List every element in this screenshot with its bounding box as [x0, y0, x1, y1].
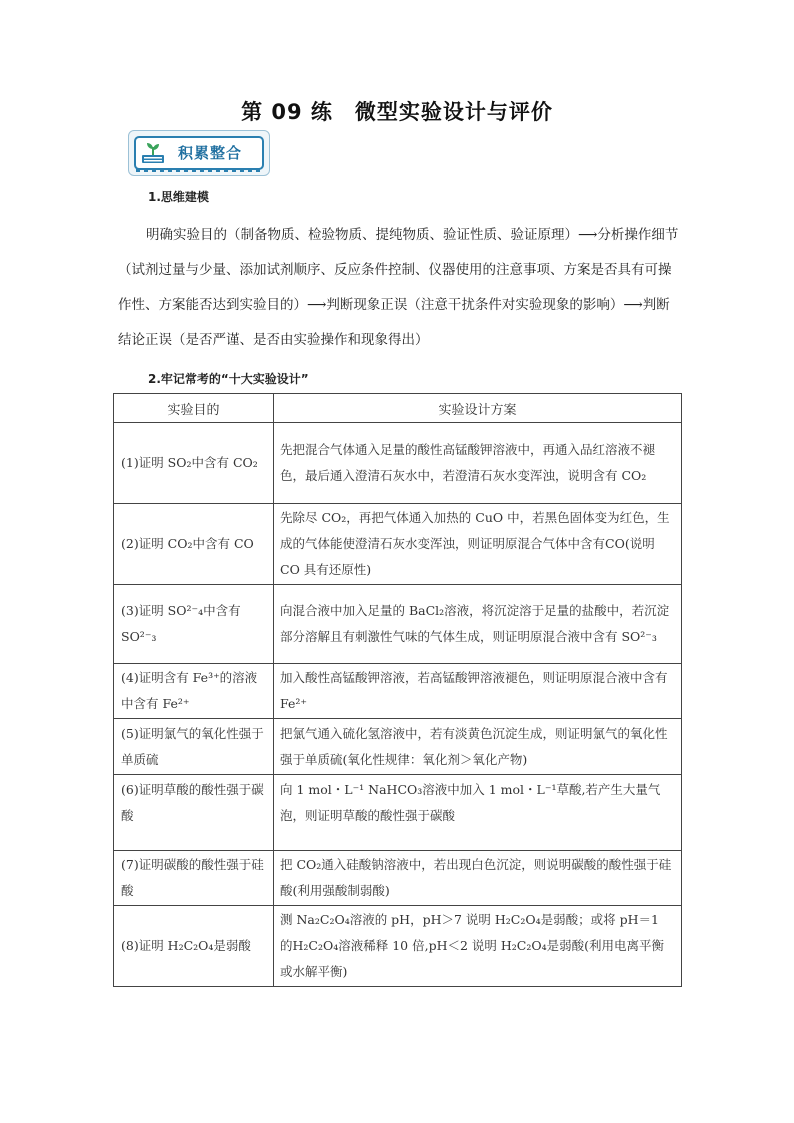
header-purpose: 实验目的: [114, 394, 274, 423]
page-title: 第 09 练 微型实验设计与评价: [241, 100, 553, 124]
cell-purpose: (6)证明草酸的酸性强于碳酸: [114, 775, 274, 851]
cell-plan: 加入酸性高锰酸钾溶液，若高锰酸钾溶液褪色，则证明原混合液中含有 Fe²⁺: [274, 664, 682, 719]
cell-plan: 测 Na₂C₂O₄溶液的 pH，pH＞7 说明 H₂C₂O₄是弱酸；或将 pH＝1 的H₂C₂O₄溶液稀释 10 倍,pH＜2 说明 H₂C₂O₄是弱酸(利用电离平衡或水解平衡): [274, 906, 682, 987]
cell-purpose: (8)证明 H₂C₂O₄是弱酸: [114, 906, 274, 987]
cell-purpose: (7)证明碳酸的酸性强于硅酸: [114, 851, 274, 906]
table-row: [114, 719, 682, 775]
cell-plan: 先除尽 CO₂，再把气体通入加热的 CuO 中，若黑色固体变为红色，生成的气体能使澄清石灰水变浑浊，则证明原混合气体中含有CO(说明 CO 具有还原性): [274, 504, 682, 585]
cell-plan: 把 CO₂通入硅酸钠溶液中，若出现白色沉淀，则说明碳酸的酸性强于硅酸(利用强酸制弱酸): [274, 851, 682, 906]
badge-label: 积累整合: [178, 144, 243, 162]
table-row: [114, 504, 682, 585]
cell-plan: 先把混合气体通入足量的酸性高锰酸钾溶液中，再通入品红溶液不褪色，最后通入澄清石灰水中，若澄清石灰水变浑浊，说明含有 CO₂: [274, 423, 682, 504]
section2-heading: 2.牢记常考的“十大实验设计”: [148, 372, 309, 386]
cell-plan: 把氯气通入硫化氢溶液中，若有淡黄色沉淀生成，则证明氯气的氧化性强于单质硫(氧化性规律：氧化剂＞氧化产物): [274, 719, 682, 775]
table-row: [114, 664, 682, 719]
section1-heading: 1.思维建模: [148, 190, 209, 204]
book-plant-icon: [140, 140, 166, 166]
table-row: [114, 906, 682, 987]
cell-purpose: (1)证明 SO₂中含有 CO₂: [114, 423, 274, 504]
experiment-design-table: [113, 393, 682, 987]
cell-purpose: (5)证明氯气的氧化性强于单质硫: [114, 719, 274, 775]
cell-plan: 向混合液中加入足量的 BaCl₂溶液，将沉淀溶于足量的盐酸中，若沉淀部分溶解且有刺激性气味的气体生成，则证明原混合液中含有 SO²⁻₃: [274, 585, 682, 664]
section1-paragraph: 明确实验目的（制备物质、检验物质、提纯物质、验证性质、验证原理）⟶分析操作细节（试剂过量与少量、添加试剂顺序、反应条件控制、仪器使用的注意事项、方案是否具有可操作性、方案能否达到实验目的）⟶判断现象正误（注意干扰条件对实验现象的影响）⟶判断结论正误（是否严谨、是否由实验操作和现象得出）: [118, 227, 679, 348]
cell-plan: 向 1 mol・L⁻¹ NaHCO₃溶液中加入 1 mol・L⁻¹草酸,若产生大量气泡，则证明草酸的酸性强于碳酸: [274, 775, 682, 851]
cell-purpose: (2)证明 CO₂中含有 CO: [114, 504, 274, 585]
table-header-row: [114, 394, 682, 423]
table-row: [114, 851, 682, 906]
table-row: [114, 585, 682, 664]
badge-stripe: [136, 168, 260, 172]
table-row: [114, 423, 682, 504]
cell-purpose: (4)证明含有 Fe³⁺的溶液中含有 Fe²⁺: [114, 664, 274, 719]
table-row: [114, 775, 682, 851]
header-plan: 实验设计方案: [274, 394, 682, 423]
cell-purpose: (3)证明 SO²⁻₄中含有 SO²⁻₃: [114, 585, 274, 664]
section-badge: [128, 130, 270, 176]
